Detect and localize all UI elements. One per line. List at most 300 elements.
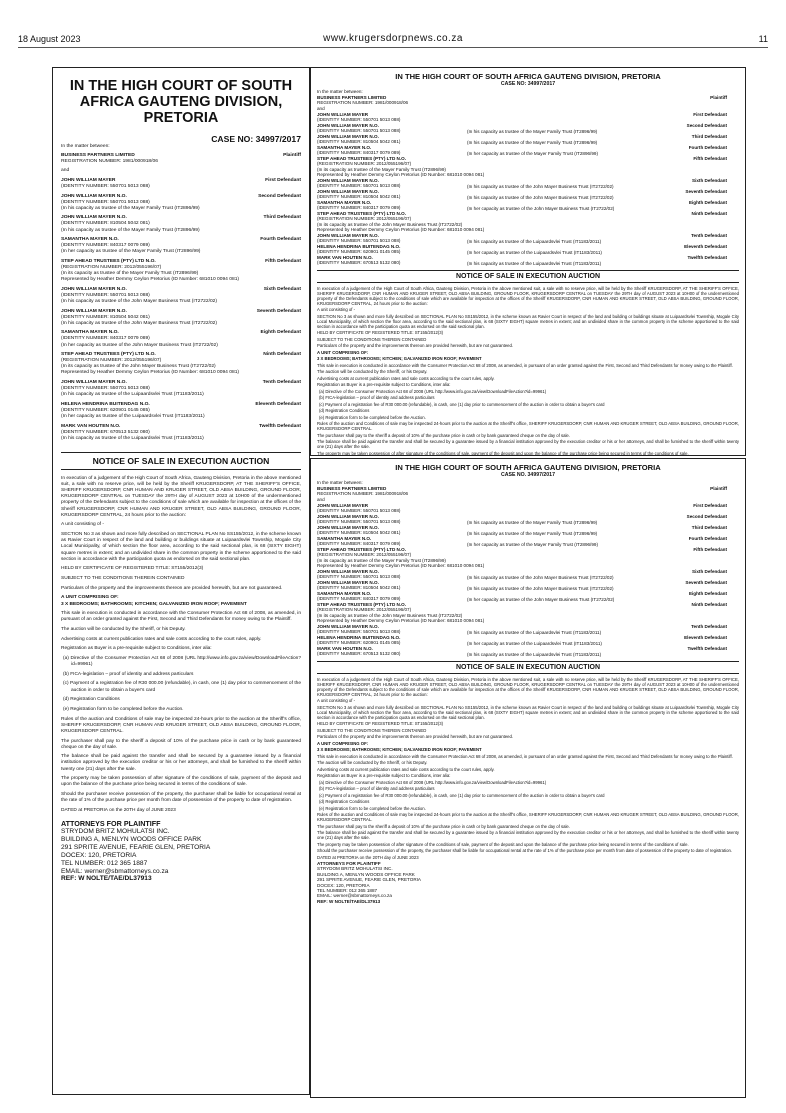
party-role: Second Defendant (686, 513, 727, 519)
notice-paragraph: DATED at PRETORIA on the 20TH day of JUNE 2023 (61, 807, 176, 813)
party-detail: Represented by Heather Demmy Ceylon Pretorius (ID Number: 681010 0094 081) (317, 618, 485, 623)
notice-paragraph: A UNIT COMPRISING OF: (317, 349, 369, 355)
party-detail: (IDENTITY NUMBER: 840317 0079 089) (317, 541, 401, 546)
party-name: JOHN WILLIAM MAYER N.O. (61, 193, 127, 199)
party-role: Seventh Defendant (685, 579, 727, 585)
attorney-line: REF: W NOLTE/TAE/DL37913 (317, 898, 381, 904)
party-entry (317, 503, 739, 514)
party-role: Sixth Defendant (692, 177, 727, 183)
party-entry (317, 178, 739, 189)
party-detail: (REGISTRATION NUMBER: 2012/055196/07) (317, 216, 412, 221)
party-entry (61, 380, 301, 398)
party-role: Third Defendant (263, 215, 301, 221)
party-detail: (In his capacity as trustee of the Mayer Family Trust (IT2896/99) (61, 205, 200, 211)
party-entry (317, 536, 739, 547)
party-entry (317, 580, 739, 591)
party-detail: Represented by Heather Demmy Ceylon Pretorius (ID Number: 681010 0094 081) (317, 563, 485, 568)
notice-paragraph: In execution of a judgement of the High Court of South Africa, Gauteng Division, Pretoria in the above mentioned suit, a sale with no reserve price, will be held by the Sheriff KRUGERSDORP, AT THE SHERIFF'S OFFICE, SHERIFF KRUGERSDORP, CNR HUMAN AND KRUGER STREET, OLD ABSA BUILDING, GROUND FLOOR, KRUGERSDORP CENTRAL on TUESDAY the 29TH day of AUGUST 2023 at 10H00 of the undermentioned property of the Defendants subject to the conditions of sale which are available for inspection at the offices of the Sheriff KRUGERSDORP, CNR HUMAN AND KRUGER STREET, OLD ABSA BUILDING, GROUND FLOOR, KRUGERSDORP CENTRAL, 24 hours prior to the auction: (317, 285, 739, 306)
party-detail: (IDENTITY NUMBER: 620901 0145 085) (317, 249, 401, 254)
party-detail: (IDENTITY NUMBER: 550701 5013 088) (61, 386, 150, 392)
notice-paragraph: The property may be taken possession of after signature of the conditions of sale, payment of the deposit and upon the balance of the purchase price being secured in terms of the conditions of sale. (61, 776, 301, 788)
party-name: JOHN WILLIAM MAYER N.O. (61, 286, 127, 292)
party-role: First Defendant (693, 111, 727, 117)
notice-paragraph: DATED at PRETORIA on the 20TH day of JUNE 2023 (317, 854, 419, 860)
notice-paragraph: (b) FICA-legislation – proof of identity and address particulars (319, 395, 435, 400)
party-detail: (IDENTITY NUMBER: 840317 0079 089) (317, 150, 401, 155)
party-capacity: (In his capacity as trustee of the John Mayer Business Trust (IT2722/02) (467, 574, 614, 580)
notice-paragraph: Advertising costs at current publication rates and sale costs according to the court rules, apply. (317, 766, 495, 772)
party-detail: (IDENTITY NUMBER: 840317 0079 089) (317, 205, 401, 210)
party-name: STEP AHEAD TRUSTEES (PTY) LTD N.O. (61, 352, 156, 358)
party-entry (317, 156, 739, 178)
party-detail: In the matter between: (317, 480, 363, 485)
notice-paragraph: The property may be taken possession of after signature of the conditions of sale, payment of the deposit and upon the balance of the purchase price being secured in terms of the conditions of sale. (317, 841, 689, 847)
party-detail: (IDENTITY NUMBER: 550701 5013 088) (317, 128, 401, 133)
attorney-line: ATTORNEYS FOR PLAINTIFF (317, 861, 381, 866)
notice-paragraph: 3 X BEDROOMS; BATHROOMS; KITCHEN; GALVANIZED IRON ROOF; PAVEMENT (61, 601, 247, 607)
party-detail: (IDENTITY NUMBER: 550701 5013 088) (317, 183, 401, 188)
party-role: Fourth Defendant (260, 237, 301, 243)
attorney-block (61, 820, 301, 883)
party-entry (317, 211, 739, 233)
party-detail: (IDENTITY NUMBER: 840317 0079 089) (61, 336, 150, 342)
notice-left (52, 67, 310, 1095)
party-name: MARK VAN HOUTEN N.O. (317, 645, 373, 651)
party-entry (61, 215, 301, 233)
notice-paragraph: (d) Registration Conditions (319, 799, 370, 804)
party-entry (61, 144, 301, 150)
party-entry (317, 486, 739, 497)
party-detail: REGISTRATION NUMBER: 1981/000918/06 (317, 100, 409, 105)
party-name: SAMANTHA MAYER N.O. (61, 330, 119, 336)
party-role: Fifth Defendant (693, 546, 727, 552)
party-detail: (IDENTITY NUMBER: 550701 5013 088) (317, 574, 401, 579)
court-title: IN THE HIGH COURT OF SOUTH AFRICA GAUTENG DIVISION, PRETORIA (395, 72, 661, 81)
notice-paragraph: (b) FICA-legislation – proof of identity and address particulars (319, 786, 435, 791)
notice-paragraph: Particulars of the property and the improvements thereon are provided herewith, but are not guaranteed. (317, 734, 514, 739)
party-entry (61, 259, 301, 283)
party-detail: (IDENTITY NUMBER: 550701 5013 088) (61, 183, 150, 189)
party-capacity: (In his capacity as trustee of the John Mayer Business Trust (IT2722/02) (467, 183, 614, 189)
party-entry (61, 330, 301, 348)
attorney-line: DOCEX: 120, PRETORIA (317, 882, 370, 888)
party-role: First Defendant (693, 502, 727, 508)
party-name: STEP AHEAD TRUSTEES (PTY) LTD N.O. (317, 546, 406, 552)
issue-date: 18 August 2023 (18, 34, 81, 44)
notice-paragraph: 3 X BEDROOMS; BATHROOMS; KITCHEN; GALVANIZED IRON ROOF; PAVEMENT (317, 356, 482, 361)
notice-paragraph: A unit consisting of - (317, 698, 356, 703)
party-detail: (In its capacity as trustee of the Mayer Family Trust (IT2896/99) (61, 271, 199, 277)
notice-paragraph: The auction will be conducted by the Sheriff, or his Deputy. (317, 760, 428, 765)
notice-paragraph: Registration as Buyer is a pre-requisite subject to Conditions, inter alia: (61, 646, 212, 652)
party-capacity: (In her capacity as trustee of the Mayer Family Trust (IT2896/99) (467, 541, 598, 547)
attorney-line: STRYDOM BRITZ MOHULATSI INC. (317, 866, 393, 872)
notice-right-top (310, 67, 746, 456)
notice-paragraph: Particulars of the property and the improvements thereon are provided herewith, but are not guaranteed. (61, 585, 283, 591)
notice-body (317, 677, 739, 860)
notice-paragraph: (c) Payment of a registration fee of R30 000.00 (refundable), in cash, one (1) day prior to commencement of the auction in order to obtain a buyer's card (319, 401, 605, 407)
notice-paragraph: This sale in execution is conducted in accordance with the Consumer Protection Act 68 of 2008, as amended, in pursuant of an order granted against the First, Second and Third Defendants for money owing to the Plaintiff. (317, 362, 733, 368)
party-capacity: (In his capacity as trustee of the Luipaardsvlei Trust (IT1183/2011) (467, 651, 602, 657)
party-entry (61, 287, 301, 305)
party-name: SAMANTHA MAYER N.O. (317, 144, 372, 150)
party-name: JOHN WILLIAM MAYER N.O. (61, 215, 127, 221)
party-detail: (IDENTITY NUMBER: 550701 5013 088) (317, 629, 401, 634)
party-role: Second Defendant (258, 193, 301, 199)
notice-paragraph: (a) Directive of the Consumer Protection Act 68 of 2008 (URL http://www.info.gov.za/view/DownloadFileAction?id=99961) (63, 655, 301, 668)
party-entry (317, 591, 739, 602)
party-entry (61, 309, 301, 327)
notice-paragraph: The auction will be conducted by the Sheriff, or his Deputy. (61, 626, 186, 632)
notice-paragraph: In execution of a judgement of the High Court of South Africa, Gauteng Division, Pretoria in the above mentioned suit, a sale with no reserve price, will be held by the Sheriff KRUGERSDORP, AT THE SHERIFF'S OFFICE, SHERIFF KRUGERSDORP, CNR HUMAN AND KRUGER STREET, OLD ABSA BUILDING, GROUND FLOOR, KRUGERSDORP CENTRAL on TUESDAY the 29TH day of AUGUST 2023 at 10H00 of the undermentioned property of the Defendants subject to the conditions of sale which are available for inspection at the offices of the Sheriff KRUGERSDORP, CNR HUMAN AND KRUGER STREET, OLD ABSA BUILDING, GROUND FLOOR, KRUGERSDORP CENTRAL, 24 hours prior to the auction: (317, 676, 739, 697)
party-detail: (In his capacity as trustee of the John Mayer Business Trust (IT2722/02) (61, 320, 218, 326)
party-entry (317, 646, 739, 657)
page-number: 11 (758, 34, 768, 44)
notice-right-bottom (310, 458, 746, 1098)
party-detail: Represented by Heather Demmy Ceylon Pretorius (ID Number: 681010 0094 081) (317, 172, 485, 177)
party-name: JOHN WILLIAM MAYER N.O. (317, 177, 379, 183)
party-name: JOHN WILLIAM MAYER N.O. (317, 579, 379, 585)
attorney-line: 291 SPRITE AVENUE, FEARIE GLEN, PRETORIA (61, 843, 211, 851)
party-role: Sixth Defendant (263, 286, 301, 292)
notice-paragraph: Should the purchaser receive possession of the property, the purchaser shall be liable for occupational rental at the rate of 1% of the purchase price per month from date of possession of the property to date of registration. (61, 792, 301, 804)
notice-paragraph: Particulars of the property and the improvements thereon are provided herewith, but are not guaranteed. (317, 343, 514, 348)
party-capacity: (In his capacity as trustee of the Mayer Family Trust (IT2896/99) (467, 139, 598, 145)
party-list (317, 480, 739, 657)
party-role: Seventh Defendant (256, 308, 301, 314)
party-name: STEP AHEAD TRUSTEES (PTY) LTD N.O. (317, 601, 406, 607)
party-capacity: (In her capacity as trustee of the Luipaardsvlei Trust (IT1183/2011) (467, 249, 602, 255)
party-entry (317, 189, 739, 200)
notice-paragraph: Rules of the auction and Conditions of sale may be inspected 24-hours prior to the auction at the Sheriff's office, SHERIFF KRUGERSDORP, CNR HUMAN AND KRUGER STREET, OLD ABSA BUILDING, GROUND FLOOR, KRUGERSDORP CENTRAL. (317, 421, 739, 431)
notice-paragraph: Advertising costs at current publication rates and sale costs according to the court rules, apply. (317, 375, 495, 381)
court-title: IN THE HIGH COURT OF SOUTH AFRICA GAUTENG DIVISION, PRETORIA (395, 463, 661, 472)
party-detail: (In its capacity as trustee of the John Mayer Business Trust (IT2722/02) (61, 364, 216, 370)
party-name: HELENA HENDRINA BUITENDAG N.O. (317, 243, 401, 249)
party-name: STEP AHEAD TRUSTEES (PTY) LTD N.O. (317, 210, 406, 216)
party-entry (317, 602, 739, 624)
party-entry (317, 200, 739, 211)
court-title: IN THE HIGH COURT OF SOUTH AFRICA GAUTENG DIVISION, PRETORIA (69, 78, 293, 126)
notice-paragraph: Registration as Buyer is a pre-requisite subject to Conditions, inter alia: (317, 773, 451, 778)
attorney-line: REF: W NOLTE/TAE/DL37913 (61, 875, 152, 883)
party-detail: (IDENTITY NUMBER: 810504 5042 081) (61, 221, 150, 227)
party-entry (317, 255, 739, 266)
site-url[interactable]: www.krugersdorpnews.co.za (323, 33, 463, 44)
notice-paragraph: The purchaser shall pay to the sheriff a deposit of 10% of the purchase price in cash or by bank guaranteed cheque on the day of sale. (317, 823, 570, 829)
party-detail: (IDENTITY NUMBER: 620901 0145 085) (61, 407, 150, 413)
party-name: STEP AHEAD TRUSTEES (PTY) LTD N.O. (317, 155, 406, 161)
notice-title: NOTICE OF SALE IN EXECUTION AUCTION (317, 661, 739, 674)
party-capacity: (In her capacity as trustee of the Mayer Family Trust (IT2896/99) (467, 150, 598, 156)
party-detail: (In her capacity as trustee of the John Mayer Business Trust (IT2722/02) (61, 342, 218, 348)
party-list (317, 89, 739, 266)
attorney-line: EMAIL: werner@sbmattorneys.co.za (61, 867, 169, 875)
notice-paragraph: SUBJECT TO THE CONDITIONS THEREIN CONTAINED (317, 727, 427, 733)
party-detail: (REGISTRATION NUMBER: 2012/055196/07) (61, 358, 162, 364)
attorney-block (317, 861, 739, 904)
party-role: Sixth Defendant (692, 568, 727, 574)
party-detail: (IDENTITY NUMBER: 550701 5013 088) (61, 292, 150, 298)
party-role: Eighth Defendant (688, 199, 727, 205)
party-name: JOHN WILLIAM MAYER N.O. (317, 623, 379, 629)
party-entry (61, 424, 301, 442)
notice-paragraph: A UNIT COMPRISING OF: (317, 740, 369, 746)
notice-paragraph: SECTION No 3 as shown and more fully described on SECTIONAL PLAN No SS155/2012, in the scheme known as Ravier Court in respect of the land and building or buildings situate at Luipaardsvlei Township, Mogale City Local Municipality, of which section the floor area, according to the said sectional plan, is 68 (SIXTY EIGHT) square metres in extent; and an undivided share in the common property in the scheme apportioned to the said section in accordance with the participation quota as endorsed on the said sectional plan. (61, 532, 301, 562)
party-name: JOHN WILLIAM MAYER (317, 111, 369, 117)
party-detail: (IDENTITY NUMBER: 840317 0079 089) (61, 243, 150, 249)
party-capacity: (In his capacity as trustee of the Luipaardsvlei Trust (IT1183/2011) (467, 260, 602, 266)
notice-paragraph: (a) Directive of the Consumer Protection Act 68 of 2008 (URL http://www.info.gov.za/view/DownloadFileAction?id=99961) (319, 388, 547, 394)
party-detail: (In his capacity as trustee of the Mayer Family Trust (IT2896/99) (61, 227, 200, 233)
party-role: Eleventh Defendant (684, 634, 727, 640)
party-entry (61, 194, 301, 212)
notice-paragraph: SECTION No 3 as shown and more fully described on SECTIONAL PLAN No SS155/2012, in the scheme known as Ravier Court in respect of the land and building or buildings situate at Luipaardsvlei Township, Mogale City Local Municipality, of which section the floor area, according to the said sectional plan, is 68 (SIXTY EIGHT) square metres in extent; and an undivided share in the common property in the scheme apportioned to the said section in accordance with the participation quota as endorsed on the said sectional plan. (317, 313, 739, 329)
page-header (0, 0, 786, 50)
notice-paragraph: The property may be taken possession of after signature of the conditions of sale, payment of the deposit and upon the balance of the purchase price being secured in terms of the conditions of sale. (317, 450, 689, 456)
notice-title: NOTICE OF SALE IN EXECUTION AUCTION (317, 270, 739, 283)
notice-paragraph: Should the purchaser receive possession of the property, the purchaser shall be liable for occupational rental at the rate of 1% of the purchase price per month from date of possession of the property to date of registration. (317, 848, 733, 853)
notice-paragraph: In execution of a judgement of the High Court of South Africa, Gauteng Division, Pretoria in the above mentioned suit, a sale with no reserve price, will be held by the Sheriff KRUGERSDORP, AT THE SHERIFF'S OFFICE, SHERIFF KRUGERSDORP, CNR HUMAN AND KRUGER STREET, OLD ABSA BUILDING, GROUND FLOOR, KRUGERSDORP CENTRAL on TUESDAY the 29TH day of AUGUST 2023 at 10H00 of the undermentioned property of the Defendants subject to the conditions of sale which are available for inspection at the offices of the Sheriff KRUGERSDORP, CNR HUMAN AND KRUGER STREET, OLD ABSA BUILDING, GROUND FLOOR, KRUGERSDORP CENTRAL, 24 hours prior to the auction: (61, 475, 301, 518)
party-entry (317, 635, 739, 646)
party-entry (61, 237, 301, 255)
party-role: First Defendant (265, 177, 301, 183)
party-detail: (IDENTITY NUMBER: 550701 5013 088) (317, 117, 401, 122)
party-name: HELENA HENDRINA BUITENDAG N.O. (61, 401, 150, 407)
party-role: Eighth Defendant (260, 330, 301, 336)
case-number: CASE NO: 34997/2017 (211, 134, 301, 144)
party-role: Fourth Defendant (688, 144, 727, 150)
party-name: SAMANTHA MAYER N.O. (61, 237, 119, 243)
notice-paragraph: (a) Directive of the Consumer Protection Act 68 of 2008 (URL http://www.info.gov.za/view/DownloadFileAction?id=99961) (319, 779, 547, 785)
notice-paragraph: SUBJECT TO THE CONDITIONS THEREIN CONTAINED (61, 576, 185, 582)
party-role: Eleventh Defendant (684, 243, 727, 249)
notice-paragraph: Registration as Buyer is a pre-requisite subject to Conditions, inter alia: (317, 382, 451, 387)
party-role: Plaintiff (283, 153, 301, 159)
party-detail: In the matter between: (61, 144, 110, 149)
party-entry (317, 624, 739, 635)
party-detail: Represented by Heather Demmy Ceylon Pretorius (ID Number: 681010 0094 081) (61, 370, 240, 376)
party-detail: (In his capacity as trustee of the John Mayer Business Trust (IT2722/02) (61, 298, 218, 304)
attorney-line: BUILDING A, MENLYN WOODS OFFICE PARK (317, 871, 415, 877)
party-detail: (IDENTITY NUMBER: 810504 5042 081) (317, 194, 401, 199)
notice-paragraph: (e) Registration form to be completed before the Auction. (319, 414, 426, 420)
party-detail: and (317, 496, 325, 502)
party-name: JOHN WILLIAM MAYER N.O. (317, 122, 379, 128)
party-detail: and (317, 105, 325, 111)
party-detail: (IDENTITY NUMBER: 810504 5042 081) (317, 585, 401, 590)
party-role: Second Defendant (686, 122, 727, 128)
party-entry (317, 244, 739, 255)
party-detail: (In his capacity as trustee of the Luipaardsvlei Trust (IT1183/2011) (61, 392, 204, 398)
party-capacity: (In his capacity as trustee of the Mayer Family Trust (IT2896/99) (467, 128, 598, 134)
party-detail: (IDENTITY NUMBER: 550701 5013 088) (317, 508, 401, 513)
party-entry (317, 145, 739, 156)
party-capacity: (In his capacity as trustee of the Mayer Family Trust (IT2896/99) (467, 519, 598, 525)
notice-paragraph: SECTION No 3 as shown and more fully described on SECTIONAL PLAN No SS155/2012, in the scheme known as Ravier Court in respect of the land and building or buildings situate at Luipaardsvlei Township, Mogale City Local Municipality, of which section the floor area, according to the said sectional plan, is 68 (SIXTY EIGHT) square metres in extent; and an undivided share in the common property in the scheme apportioned to the said section in accordance with the participation quota as endorsed on the said sectional plan. (317, 704, 739, 720)
notice-paragraph: This sale in execution is conducted in accordance with the Consumer Protection Act 68 of 2008, as amended, in pursuant of an order granted against the First, Second and Third Defendants for money owing to the Plaintiff. (61, 611, 301, 623)
party-entry (61, 153, 301, 165)
party-detail: (REGISTRATION NUMBER: 2012/055196/07) (317, 161, 412, 166)
party-detail: (REGISTRATION NUMBER: 2012/055196/07) (317, 552, 412, 557)
party-role: Eighth Defendant (688, 590, 727, 596)
attorney-line: DOCEX: 120, PRETORIA (61, 851, 137, 859)
notice-paragraph: A unit consisting of - (61, 522, 104, 528)
party-entry (317, 525, 739, 536)
party-role: Third Defendant (691, 133, 727, 139)
case-number: CASE NO: 34997/2017 (500, 81, 556, 87)
party-detail: (IDENTITY NUMBER: 810504 5042 081) (317, 139, 401, 144)
party-role: Twelfth Defendant (258, 423, 301, 429)
party-name: JOHN WILLIAM MAYER N.O. (317, 188, 379, 194)
party-name: STEP AHEAD TRUSTEES (PTY) LTD N.O. (61, 258, 156, 264)
party-role: Twelfth Defendant (687, 645, 727, 651)
party-role: Plaintiff (710, 94, 727, 100)
notice-paragraph: HELD BY CERTIFICATE OF REGISTERED TITLE: ST155/2012(3) (61, 566, 204, 572)
party-role: Ninth Defendant (691, 210, 727, 216)
party-capacity: (In his capacity as trustee of the Mayer Family Trust (IT2896/99) (467, 530, 598, 536)
notice-paragraph: 3 X BEDROOMS; BATHROOMS; KITCHEN; GALVANIZED IRON ROOF; PAVEMENT (317, 747, 482, 752)
party-detail: (IDENTITY NUMBER: 620901 0145 085) (317, 640, 401, 645)
party-name: JOHN WILLIAM MAYER (317, 502, 369, 508)
notice-paragraph: The balance shall be paid against the transfer and shall be secured by a guarantee issued by a financial institution approved by the execution creditor or his or her attorneys, and shall be furnished to the sheriff within twenty one (21) days after the sale. (317, 439, 739, 449)
party-name: JOHN WILLIAM MAYER N.O. (61, 380, 127, 385)
party-role: Ninth Defendant (691, 601, 727, 607)
party-capacity: (In her capacity as trustee of the Luipaardsvlei Trust (IT1183/2011) (467, 640, 602, 646)
party-detail: (IDENTITY NUMBER: 670513 5132 080) (61, 429, 150, 435)
party-detail: (IDENTITY NUMBER: 550701 5013 088) (317, 519, 401, 524)
party-detail: (IDENTITY NUMBER: 550701 5013 088) (61, 199, 150, 205)
party-entry (317, 134, 739, 145)
party-detail: (IDENTITY NUMBER: 550701 5013 088) (317, 238, 401, 243)
party-name: MARK VAN HOUTEN N.O. (61, 423, 121, 429)
party-name: JOHN WILLIAM MAYER (61, 177, 116, 183)
party-capacity: (In his capacity as trustee of the Luipaardsvlei Trust (IT1183/2011) (467, 238, 602, 244)
party-name: JOHN WILLIAM MAYER N.O. (317, 133, 379, 139)
notice-paragraph: The purchaser shall pay to the sheriff a deposit of 10% of the purchase price in cash or by bank guaranteed cheque on the day of sale. (317, 432, 570, 438)
party-entry (317, 547, 739, 569)
party-name: SAMANTHA MAYER N.O. (317, 590, 372, 596)
party-name: SAMANTHA MAYER N.O. (317, 535, 372, 541)
attorney-line: ATTORNEYS FOR PLAINTIFF (61, 819, 161, 829)
notice-paragraph: Rules of the auction and Conditions of sale may be inspected 24-hours prior to the auction at the Sheriff's office, SHERIFF KRUGERSDORP, CNR HUMAN AND KRUGER STREET, OLD ABSA BUILDING, GROUND FLOOR, KRUGERSDORP CENTRAL. (61, 716, 301, 734)
party-role: Ninth Defendant (263, 352, 301, 358)
party-role: Eleventh Defendant (255, 401, 301, 407)
notice-paragraph: HELD BY CERTIFICATE OF REGISTERED TITLE: ST155/2012(3) (317, 330, 444, 335)
party-detail: Represented by Heather Demmy Ceylon Pretorius (ID Number: 681010 0094 081) (61, 277, 240, 283)
party-name: MARK VAN HOUTEN N.O. (317, 254, 373, 260)
notice-paragraph: Advertising costs at current publication rates and sale costs according to the court rules, apply. (61, 636, 262, 642)
party-entry (317, 123, 739, 134)
party-detail: REGISTRATION NUMBER: 1981/000918/06 (317, 491, 409, 496)
attorney-line: TEL NUMBER: 012 365 1887 (317, 888, 378, 894)
party-name: JOHN WILLIAM MAYER N.O. (317, 524, 379, 530)
notice-paragraph: SUBJECT TO THE CONDITIONS THEREIN CONTAINED (317, 336, 427, 342)
party-role: Fourth Defendant (688, 535, 727, 541)
party-entry (317, 95, 739, 106)
case-number: CASE NO. 34997/2017 (501, 472, 555, 478)
notice-paragraph: The auction will be conducted by the Sheriff, or his Deputy. (317, 369, 428, 374)
notice-paragraph: (d) Registration Conditions (63, 697, 120, 703)
attorney-line: STRYDOM BRITZ MOHULATSI INC. (61, 827, 170, 835)
notice-paragraph: The balance shall be paid against the transfer and shall be secured by a guarantee issued by a financial institution approved by the execution creditor or his or her attorneys, and shall be furnished to the sheriff within twenty one (21) days after the sale. (317, 830, 739, 840)
party-detail: and (61, 168, 70, 174)
party-role: Third Defendant (691, 524, 727, 530)
party-role: Plaintiff (710, 485, 727, 491)
party-detail: (In her capacity as trustee of the Luipaardsvlei Trust (IT1183/2011) (61, 413, 205, 419)
party-name: BUSINESS PARTNERS LIMITED (317, 94, 387, 100)
party-detail: (In her capacity as trustee of the Mayer Family Trust (IT2896/99) (61, 249, 201, 255)
party-role: Tenth Defendant (691, 232, 727, 238)
party-name: JOHN WILLIAM MAYER N.O. (317, 232, 379, 238)
party-name: SAMANTHA MAYER N.O. (317, 199, 372, 205)
header-rule (18, 47, 768, 48)
attorney-line: EMAIL: werner@sbmattorneys.co.za (317, 893, 392, 899)
notice-paragraph: (b) FICA-legislation – proof of identity and address particulars (63, 671, 194, 677)
party-entry (317, 233, 739, 244)
party-capacity: (In his capacity as trustee of the John Mayer Business Trust (IT2722/02) (467, 585, 614, 591)
party-role: Fifth Defendant (265, 258, 301, 264)
notice-paragraph: A UNIT COMPRISING OF: (61, 595, 119, 601)
party-detail: (IDENTITY NUMBER: 810504 5042 081) (61, 314, 150, 320)
party-entry (317, 514, 739, 525)
party-capacity: (In her capacity as trustee of the John Mayer Business Trust (IT2722/02) (467, 596, 615, 602)
notice-paragraph: The purchaser shall pay to the sheriff a deposit of 10% of the purchase price in cash or by bank guaranteed cheque on the day of sale. (61, 738, 301, 750)
party-detail: (REGISTRATION NUMBER: 2012/055196/07) (61, 265, 162, 270)
party-capacity: (In its capacity as trustee of the Mayer Family Trust (IT2896/99) (317, 557, 446, 563)
notice-body (317, 286, 739, 457)
notice-paragraph: (e) Registration form to be completed before the Auction. (63, 706, 184, 712)
party-detail: (IDENTITY NUMBER: 840317 0079 089) (317, 596, 401, 601)
party-detail: REGISTRATION NUMBER: 1981/000918/06 (61, 159, 158, 165)
notice-body (61, 476, 301, 814)
party-role: Seventh Defendant (685, 188, 727, 194)
party-name: BUSINESS PARTNERS LIMITED (317, 485, 387, 491)
notice-paragraph: HELD BY CERTIFICATE OF REGISTERED TITLE: ST155/2012(3) (317, 721, 444, 726)
party-role: Fifth Defendant (693, 155, 727, 161)
party-detail: (In his capacity as trustee of the Luipaardsvlei Trust (IT1183/2011) (61, 435, 204, 441)
notice-paragraph: The balance shall be paid against the transfer and shall be secured by a guarantee issued by a financial institution approved by the execution creditor or his or her attorneys, and shall be furnished to the sheriff within twenty one (21) days after the sale. (61, 754, 301, 772)
party-capacity: (In his capacity as trustee of the Luipaardsvlei Trust (IT1183/2011) (467, 629, 602, 635)
notice-paragraph: A unit consisting of - (317, 307, 356, 312)
party-list (61, 144, 301, 442)
party-entry (61, 178, 301, 190)
party-detail: Represented by Heather Demmy Ceylon Pretorius (ID Number: 681010 0094 081) (317, 227, 485, 232)
party-entry (61, 402, 301, 420)
party-entry (317, 112, 739, 123)
party-detail: (IDENTITY NUMBER: 670513 5132 080) (317, 651, 401, 656)
party-capacity: (In his capacity as trustee of the John Mayer Business Trust (IT2722/02) (467, 194, 614, 200)
party-capacity: (In her capacity as trustee of the John Mayer Business Trust (IT2722/02) (467, 205, 615, 211)
party-detail: In the matter between: (317, 89, 363, 94)
notice-paragraph: (d) Registration Conditions (319, 408, 370, 413)
party-name: JOHN WILLIAM MAYER N.O. (317, 513, 379, 519)
attorney-line: BUILDING A, MENLYN WOODS OFFICE PARK (61, 835, 202, 843)
party-detail: (IDENTITY NUMBER: 670513 5132 080) (317, 260, 401, 265)
party-detail: (IDENTITY NUMBER: 810504 5042 081) (317, 530, 401, 535)
notice-paragraph: (e) Registration form to be completed before the Auction. (319, 805, 426, 811)
attorney-line: TEL NUMBER: 012 365 1887 (61, 859, 148, 867)
party-name: JOHN WILLIAM MAYER N.O. (61, 308, 127, 314)
party-name: JOHN WILLIAM MAYER N.O. (317, 568, 379, 574)
party-role: Tenth Defendant (262, 380, 301, 385)
party-role: Twelfth Defendant (687, 254, 727, 260)
party-capacity: (In its capacity as trustee of the Mayer Family Trust (IT2896/99) (317, 166, 446, 172)
notice-paragraph: This sale in execution is conducted in accordance with the Consumer Protection Act 68 of 2008, as amended, in pursuant of an order granted against the First, Second and Third Defendants for money owing to the Plaintiff. (317, 753, 733, 759)
notice-paragraph: (c) Payment of a registration fee of R30 000.00 (refundable), in cash, one (1) day prior to commencement of the auction in order to obtain a buyer's card (319, 792, 605, 798)
party-name: HELENA HENDRINA BUITENDAG N.O. (317, 634, 401, 640)
party-role: Tenth Defendant (691, 623, 727, 629)
